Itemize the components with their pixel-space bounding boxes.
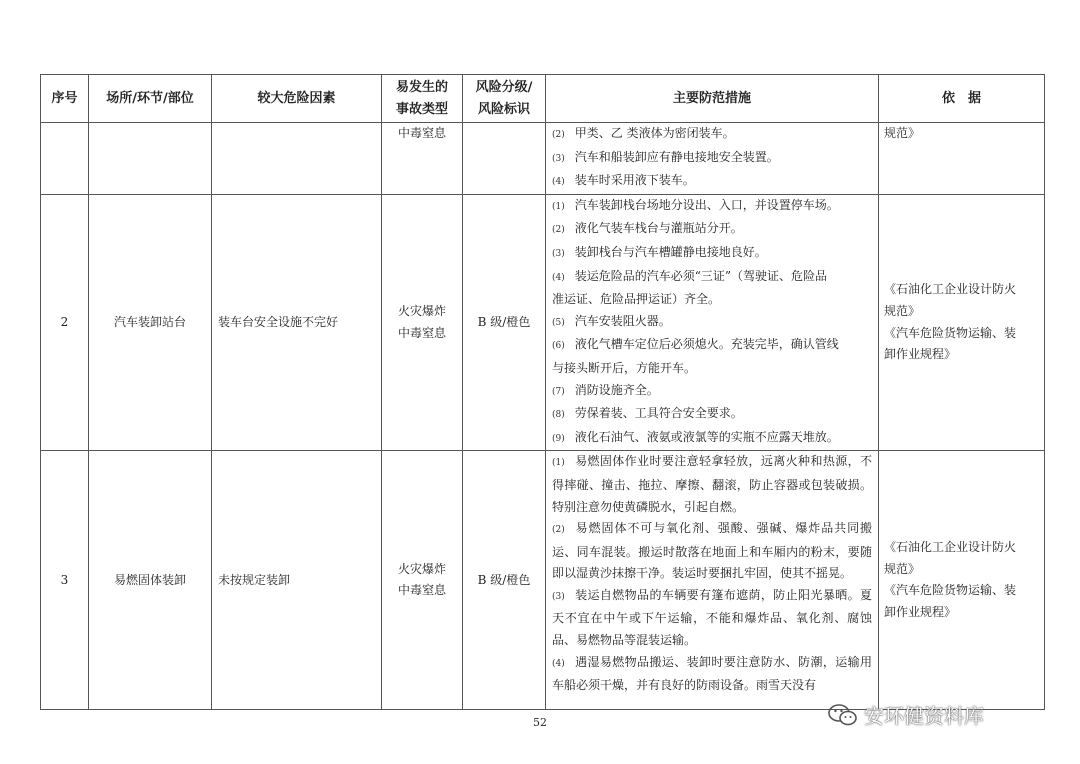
row3-basis: 《石油化工企业设计防火 规范》 《汽车危险货物运输、装 卸作业规程》 [879,451,1045,710]
header-basis: 依 据 [879,75,1045,123]
header-measures: 主要防范措施 [546,75,879,123]
row3-measures: (1) 易燃固体作业时要注意轻拿轻放，远离火种和热源，不得摔碰、撞击、拖拉、摩擦、翻滚，防止容器或包装破损。特别注意勿使黄磷脱水，引起自燃。 (2) 易燃固体不可与氧化剂、强酸、强碱、爆炸品共同搬运、同车混装。搬运时散落在地面上和车厢内的粉末，要随即以湿黄沙抹擦干净。装运时要捆扎牢固，使其不摇晃。 (3) 装运自燃物品的车辆要有篷布遮荫，防止阳光暴晒。夏天不宜在中午或下午运输，不能和爆炸品、氧化剂、腐蚀品、易燃物品等混装运输。 (4) 遇湿易燃物品搬运、装卸时要注意防水、防潮，运输用车船必须干燥，并有良好的防雨设备。雨雪天没有 [546,451,879,710]
header-place: 场所/环节/部位 [89,75,212,123]
row2-hazard: 装车台安全设施不完好 [212,194,382,451]
table-row [41,194,1045,451]
row2-no: 2 [41,194,89,451]
row2-accident: 火灾爆炸 中毒窒息 [382,194,463,451]
row1-hazard [212,123,382,195]
row3-risk: B 级/橙色 [463,451,546,710]
row3-accident: 火灾爆炸 中毒窒息 [382,451,463,710]
header-risk: 风险分级/ 风险标识 [463,75,546,123]
row3-no: 3 [41,451,89,710]
row1-accident: 中毒窒息 [382,123,463,195]
row2-risk: B 级/橙色 [463,194,546,451]
header-row [41,75,1045,123]
row2-measures: (1) 汽车装卸栈台场地分设出、入口，并设置停车场。 (2) 液化气装车栈台与灌瓶站分开。 (3) 装卸栈台与汽车槽罐静电接地良好。 (4) 装运危险品的汽车必须“三证”（驾驶证、危险品 准运证、危险品押运证）齐全。 (5) 汽车安装阻火器。 (6) 液化气槽车定位后必须熄火。充装完毕，确认管线 与接头断开后，方能开车。 (7) 消防设施齐全。 (8) 劳保着装、工具符合安全要求。 (9) 液化石油气、液氨或液氯等的实瓶不应露天堆放。 [546,194,879,451]
row3-hazard: 未按规定装卸 [212,451,382,710]
page-number: 52 [533,716,547,729]
row2-place: 汽车装卸站台 [89,194,212,451]
watermark-text: 安环健资料库 [864,704,984,728]
header-hazard: 较大危险因素 [212,75,382,123]
row1-basis: 规范》 [879,123,1045,195]
table-row [41,123,1045,195]
row1-measures: (2) 甲类、乙 类液体为密闭装车。 (3) 汽车和船装卸应有静电接地安全装置。 (4) 装车时采用液下装车。 [546,123,879,195]
table-row [41,451,1045,710]
risk-table [40,74,1045,710]
row1-no [41,123,89,195]
row1-place [89,123,212,195]
wechat-icon [828,703,858,727]
header-no: 序号 [41,75,89,123]
watermark [828,700,984,729]
row3-place: 易燃固体装卸 [89,451,212,710]
row1-risk [463,123,546,195]
row2-basis: 《石油化工企业设计防火 规范》 《汽车危险货物运输、装 卸作业规程》 [879,194,1045,451]
header-accident: 易发生的 事故类型 [382,75,463,123]
